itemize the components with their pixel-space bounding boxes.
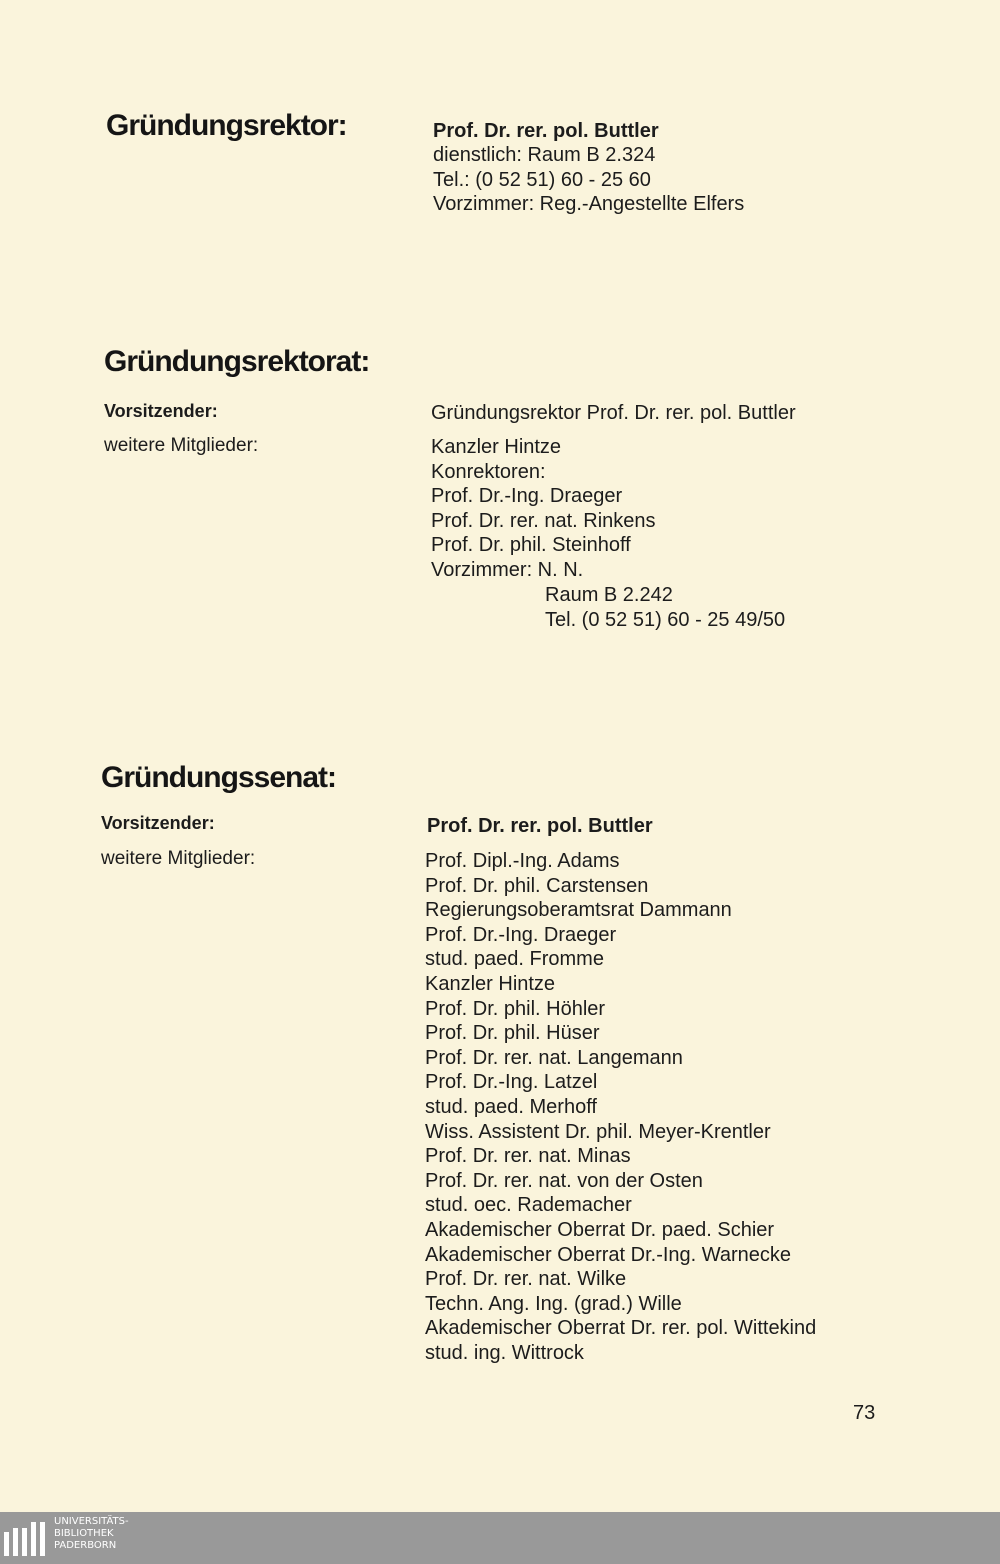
rektor-detail-line: dienstlich: Raum B 2.324 xyxy=(433,144,656,166)
list-item: Prof. Dr. phil. Höhler xyxy=(425,997,606,1020)
list-item: Vorzimmer: N. N. xyxy=(431,558,584,581)
list-item: Akademischer Oberrat Dr. paed. Schier xyxy=(425,1218,775,1241)
list-item: Prof. Dr. phil. Steinhoff xyxy=(431,534,631,557)
senat-chair-label: Vorsitzender: xyxy=(101,813,215,833)
rektorat-office xyxy=(545,583,785,632)
list-item: stud. paed. Merhoff xyxy=(425,1095,597,1118)
list-item: Prof. Dr. rer. nat. Wilke xyxy=(425,1268,627,1291)
list-item: Prof. Dr. phil. Carstensen xyxy=(425,874,649,897)
list-item: Wiss. Assistent Dr. phil. Meyer-Krentler xyxy=(425,1120,771,1143)
rektor-detail-line: Tel.: (0 52 51) 60 - 25 60 xyxy=(433,168,651,191)
heading-gruendungssenat: Gründungssenat: xyxy=(101,761,337,794)
library-logo-icon xyxy=(4,1518,48,1558)
rektorat-members-list xyxy=(431,435,656,583)
heading-gruendungsrektor: Gründungsrektor: xyxy=(106,109,347,142)
rektor-name: Prof. Dr. rer. pol. Buttler xyxy=(433,120,659,142)
senat-chair-value: Prof. Dr. rer. pol. Buttler xyxy=(427,815,653,837)
list-item: Akademischer Oberrat Dr. rer. pol. Wittekind xyxy=(425,1317,817,1340)
list-item: Prof. Dr.-Ing. Latzel xyxy=(425,1071,598,1094)
rektor-detail-line: Vorzimmer: Reg.-Angestellte Elfers xyxy=(433,193,745,216)
list-item: stud. oec. Rademacher xyxy=(425,1194,632,1217)
rektorat-members-label: weitere Mitglieder: xyxy=(104,435,259,456)
logo-line: BIBLIOTHEK xyxy=(54,1528,114,1539)
list-item: Kanzler Hintze xyxy=(431,436,562,458)
page-number: 73 xyxy=(853,1402,876,1424)
office-room: Raum B 2.242 xyxy=(545,584,673,606)
rektorat-chair-value: Gründungsrektor Prof. Dr. rer. pol. Buttler xyxy=(431,402,796,424)
list-item: Konrektoren: xyxy=(431,460,546,483)
list-item: Prof. Dr. rer. nat. von der Osten xyxy=(425,1169,703,1192)
library-footer xyxy=(0,1512,1000,1564)
list-item: Prof. Dr.-Ing. Draeger xyxy=(431,485,623,508)
list-item: Prof. Dr.-Ing. Draeger xyxy=(425,923,617,946)
list-item: Prof. Dr. rer. nat. Minas xyxy=(425,1145,631,1168)
heading-gruendungsrektorat: Gründungsrektorat: xyxy=(104,345,370,378)
list-item: stud. paed. Fromme xyxy=(425,948,604,971)
list-item: Kanzler Hintze xyxy=(425,972,556,995)
list-item: Regierungsoberamtsrat Dammann xyxy=(425,899,732,922)
list-item: Akademischer Oberrat Dr.-Ing. Warnecke xyxy=(425,1243,792,1266)
rektor-details xyxy=(433,143,744,217)
list-item: stud. ing. Wittrock xyxy=(425,1341,584,1364)
list-item: Prof. Dr. phil. Hüser xyxy=(425,1022,600,1045)
office-phone: Tel. (0 52 51) 60 - 25 49/50 xyxy=(545,608,786,631)
rektorat-chair-label: Vorsitzender: xyxy=(104,401,218,421)
senat-members-label: weitere Mitglieder: xyxy=(101,848,256,869)
library-logo-text xyxy=(54,1516,129,1552)
list-item: Techn. Ang. Ing. (grad.) Wille xyxy=(425,1292,682,1315)
list-item: Prof. Dr. rer. nat. Rinkens xyxy=(431,509,656,532)
list-item: Prof. Dr. rer. nat. Langemann xyxy=(425,1046,683,1069)
list-item: Prof. Dipl.-Ing. Adams xyxy=(425,850,620,872)
senat-members-list xyxy=(425,849,816,1365)
logo-line: PADERBORN xyxy=(54,1540,117,1551)
logo-line: UNIVERSITÄTS- xyxy=(54,1516,129,1527)
